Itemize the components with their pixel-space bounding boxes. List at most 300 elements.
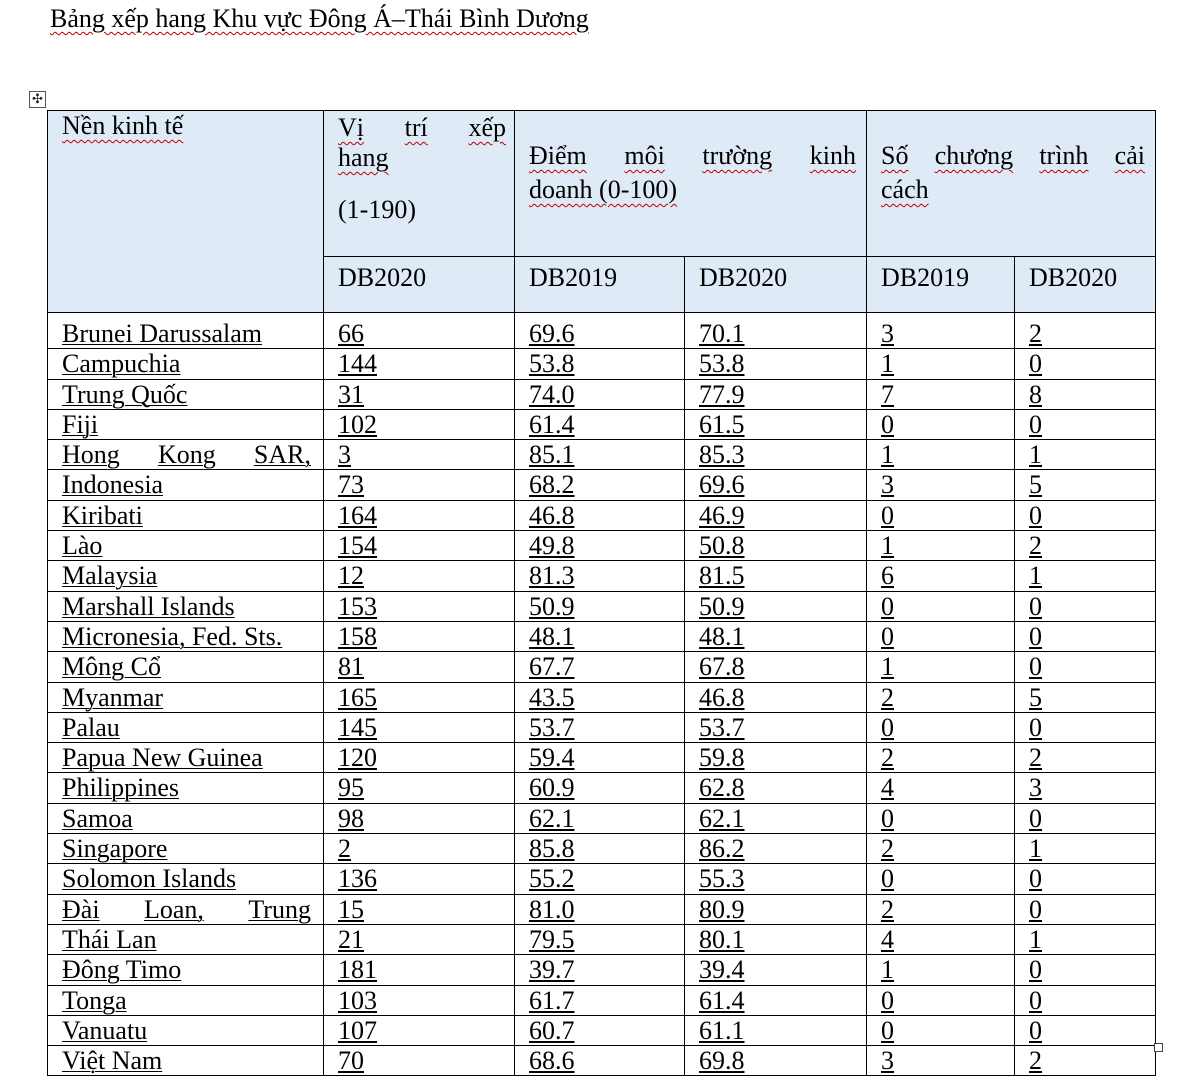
score-db2019-cell [515,379,685,409]
cell-value: 66 [338,319,364,348]
score-db2019-cell [515,591,685,621]
country-cell: Singapore [48,834,324,864]
cell-value: 53.8 [529,349,575,379]
cell-value: 120 [338,743,377,773]
cell-value: 2 [881,834,894,864]
reforms-db2020-cell [1015,379,1156,409]
cell-value: 3 [881,1046,894,1076]
reforms-db2020-cell [1015,803,1156,833]
reforms-db2019-cell [867,803,1015,833]
table-row [48,894,1156,924]
reforms-db2020-cell [1015,985,1156,1015]
score-db2019-cell [515,313,685,349]
table-resize-handle[interactable] [1154,1043,1163,1052]
cell-value: 2 [881,682,894,712]
country-cell: Mông Cổ [48,652,324,682]
cell-value: 164 [338,500,377,530]
reforms-db2019-cell [867,500,1015,530]
reforms-db2019-cell [867,1015,1015,1045]
reforms-db2019-cell [867,379,1015,409]
score-db2020-cell [685,985,867,1015]
cell-value: 1 [1029,561,1042,591]
reforms-db2019-cell [867,985,1015,1015]
cell-value: 0 [1029,803,1042,833]
cell-value: 7 [881,379,894,409]
cell-value: 158 [338,621,377,651]
score-db2020-cell [685,803,867,833]
rank-cell [324,621,515,651]
cell-value: 3 [1029,773,1042,803]
cell-value: 0 [1029,985,1042,1015]
cell-value: 181 [338,955,377,985]
cell-value: 55.3 [699,864,745,894]
cell-value: 1 [1029,924,1042,954]
cell-value: 0 [1029,1015,1042,1045]
score-db2019-cell [515,864,685,894]
rank-cell [324,470,515,500]
cell-value: 50.9 [699,591,745,621]
cell-value: 61.4 [529,409,575,439]
reforms-db2019-cell [867,531,1015,561]
score-db2020-cell [685,652,867,682]
table-row [48,561,1156,591]
country-name-justified [62,895,323,924]
cell-value: 74.0 [529,379,575,409]
score-db2020-cell [685,621,867,651]
cell-value: 80.1 [699,924,745,954]
table-body [48,313,1156,1076]
cell-value: 102 [338,409,377,439]
cell-value: 46.8 [529,500,575,530]
cell-value: 12 [338,561,364,591]
cell-value: 5 [1029,470,1042,500]
rank-cell [324,864,515,894]
country-cell: Kiribati [48,500,324,530]
table-row [48,1046,1156,1076]
reforms-db2020-cell [1015,440,1156,470]
cell-value: 5 [1029,682,1042,712]
cell-value: 0 [1029,712,1042,742]
cell-value: 0 [1029,955,1042,985]
table-row [48,409,1156,439]
cell-value: 48.1 [699,621,745,651]
score-db2020-cell [685,773,867,803]
country-cell: Samoa [48,803,324,833]
table-row [48,803,1156,833]
cell-value: 81.0 [529,894,575,924]
score-db2020-cell [685,1015,867,1045]
country-cell: Lào [48,531,324,561]
reforms-db2019-cell [867,834,1015,864]
cell-value: 86.2 [699,834,745,864]
score-db2019-cell [515,409,685,439]
cell-value: 0 [1029,500,1042,530]
reforms-db2019-cell [867,773,1015,803]
reforms-db2020-cell [1015,313,1156,349]
cell-value: 80.9 [699,894,745,924]
header-score-db2019: DB2019 [515,257,685,313]
cell-value: 154 [338,531,377,561]
cell-value: 70.1 [699,319,745,348]
score-db2019-cell [515,682,685,712]
score-db2020-cell [685,834,867,864]
rank-cell [324,531,515,561]
reforms-db2019-cell [867,924,1015,954]
reforms-db2020-cell [1015,652,1156,682]
cell-value: 1 [1029,834,1042,864]
table-row [48,712,1156,742]
country-cell: Tonga [48,985,324,1015]
reforms-db2019-cell [867,652,1015,682]
cell-value: 0 [1029,652,1042,682]
cell-value: 60.7 [529,1015,575,1045]
rank-cell [324,500,515,530]
cell-value: 0 [1029,864,1042,894]
cell-value: 95 [338,773,364,803]
cell-value: 85.3 [699,440,745,470]
score-db2020-cell [685,349,867,379]
reforms-db2020-cell [1015,743,1156,773]
reforms-db2019-cell [867,894,1015,924]
score-db2019-cell [515,531,685,561]
header-reforms: Số chương trình cải cách [867,111,1156,257]
reforms-db2019-cell [867,409,1015,439]
reforms-db2019-cell [867,743,1015,773]
cell-value: 107 [338,1015,377,1045]
score-db2019-cell [515,834,685,864]
rank-cell [324,349,515,379]
ranking-table [47,110,1156,1076]
cell-value: 55.2 [529,864,575,894]
score-db2020-cell [685,1046,867,1076]
score-db2020-cell [685,864,867,894]
rank-cell [324,313,515,349]
header-rank: Vị trí xếp hang (1-190) [324,111,515,257]
cell-value: 68.6 [529,1046,575,1076]
score-db2019-cell [515,652,685,682]
cell-value: 81.5 [699,561,745,591]
rank-cell [324,591,515,621]
reforms-db2020-cell [1015,531,1156,561]
cell-value: 0 [881,591,894,621]
cell-value: 68.2 [529,470,575,500]
reforms-db2019-cell [867,313,1015,349]
cell-value: 1 [881,652,894,682]
cell-value: 48.1 [529,621,575,651]
country-cell [48,894,324,924]
cell-value: 2 [881,894,894,924]
header-rank-db2020: DB2020 [324,257,515,313]
cell-value: 1 [1029,440,1042,470]
cell-value: 3 [881,470,894,500]
country-name-word: Loan, [143,894,204,924]
reforms-db2019-cell [867,349,1015,379]
table-row [48,1015,1156,1045]
score-db2020-cell [685,712,867,742]
cell-value: 61.7 [529,985,575,1015]
score-db2019-cell [515,985,685,1015]
cell-value: 53.7 [529,712,575,742]
score-db2019-cell [515,894,685,924]
cell-value: 62.1 [699,803,745,833]
cell-value: 59.4 [529,743,575,773]
reforms-db2020-cell [1015,924,1156,954]
cell-value: 69.6 [529,319,575,348]
reforms-db2020-cell [1015,682,1156,712]
country-cell: Đông Timo [48,955,324,985]
score-db2020-cell [685,500,867,530]
cell-value: 85.8 [529,834,575,864]
rank-cell [324,561,515,591]
table-row [48,470,1156,500]
reforms-db2020-cell [1015,621,1156,651]
header-score-db2020: DB2020 [685,257,867,313]
table-row [48,924,1156,954]
score-db2020-cell [685,743,867,773]
country-cell: Campuchia [48,349,324,379]
reforms-db2020-cell [1015,561,1156,591]
score-db2019-cell [515,712,685,742]
reforms-db2020-cell [1015,1046,1156,1076]
cell-value: 73 [338,470,364,500]
cell-value: 81 [338,652,364,682]
header-reform-db2019: DB2019 [867,257,1015,313]
score-db2020-cell [685,591,867,621]
cell-value: 0 [1029,621,1042,651]
cell-value: 153 [338,591,377,621]
rank-cell [324,743,515,773]
cell-value: 61.4 [699,985,745,1015]
score-db2020-cell [685,531,867,561]
score-db2020-cell [685,924,867,954]
score-db2019-cell [515,924,685,954]
cell-value: 0 [881,409,894,439]
country-name-justified [62,440,323,469]
reforms-db2019-cell [867,440,1015,470]
cell-value: 59.8 [699,743,745,773]
country-cell: Myanmar [48,682,324,712]
cell-value: 1 [881,349,894,379]
reforms-db2020-cell [1015,409,1156,439]
table-row [48,349,1156,379]
cell-value: 61.1 [699,1015,745,1045]
cell-value: 21 [338,924,364,954]
cell-value: 165 [338,682,377,712]
cell-value: 0 [881,1015,894,1045]
cell-value: 0 [1029,591,1042,621]
reforms-db2019-cell [867,682,1015,712]
cell-value: 62.1 [529,803,575,833]
reforms-db2020-cell [1015,500,1156,530]
cell-value: 144 [338,349,377,379]
cell-value: 1 [881,955,894,985]
score-db2020-cell [685,470,867,500]
rank-cell [324,409,515,439]
score-db2019-cell [515,621,685,651]
cell-value: 0 [881,500,894,530]
score-db2020-cell [685,955,867,985]
cell-value: 0 [881,864,894,894]
rank-cell [324,924,515,954]
rank-cell [324,379,515,409]
table-row [48,652,1156,682]
rank-cell [324,712,515,742]
cell-value: 2 [1029,743,1042,773]
country-cell: Marshall Islands [48,591,324,621]
cell-value: 0 [1029,894,1042,924]
cell-value: 43.5 [529,682,575,712]
cell-value: 2 [881,743,894,773]
cell-value: 70 [338,1046,364,1076]
reforms-db2020-cell [1015,894,1156,924]
reforms-db2019-cell [867,1046,1015,1076]
score-db2019-cell [515,1046,685,1076]
cell-value: 2 [1029,531,1042,561]
cell-value: 2 [1029,319,1042,348]
score-db2020-cell [685,379,867,409]
cell-value: 136 [338,864,377,894]
country-name-word: Kong [157,440,216,470]
cell-value: 3 [338,440,351,470]
reforms-db2020-cell [1015,349,1156,379]
reforms-db2019-cell [867,712,1015,742]
country-name-word: Hong [62,440,120,470]
cell-value: 53.8 [699,349,745,379]
rank-cell [324,682,515,712]
table-row [48,955,1156,985]
cell-value: 50.8 [699,531,745,561]
country-cell: Malaysia [48,561,324,591]
rank-cell [324,985,515,1015]
country-cell: Fiji [48,409,324,439]
reforms-db2019-cell [867,621,1015,651]
score-db2019-cell [515,470,685,500]
cell-value: 1 [881,440,894,470]
table-row [48,743,1156,773]
cell-value: 31 [338,379,364,409]
country-cell: Palau [48,712,324,742]
reforms-db2019-cell [867,561,1015,591]
score-db2019-cell [515,561,685,591]
score-db2020-cell [685,561,867,591]
rank-cell [324,773,515,803]
country-cell: Papua New Guinea [48,743,324,773]
cell-value: 60.9 [529,773,575,803]
reforms-db2020-cell [1015,470,1156,500]
country-name-word: Đài [62,894,100,924]
cell-value: 81.3 [529,561,575,591]
cell-value: 98 [338,803,364,833]
country-name-word: Trung [248,894,311,924]
score-db2020-cell [685,894,867,924]
cell-value: 145 [338,712,377,742]
country-name-word: SAR, [253,440,311,470]
reforms-db2020-cell [1015,834,1156,864]
table-row [48,500,1156,530]
cell-value: 0 [881,803,894,833]
rank-cell [324,894,515,924]
score-db2019-cell [515,955,685,985]
header-economy: Nền kinh tế [48,111,324,313]
reforms-db2020-cell [1015,773,1156,803]
reforms-db2019-cell [867,470,1015,500]
reforms-db2019-cell [867,591,1015,621]
cell-value: 39.7 [529,955,575,985]
table-row [48,379,1156,409]
country-cell: Micronesia, Fed. Sts. [48,621,324,651]
score-db2019-cell [515,743,685,773]
table-row [48,621,1156,651]
cell-value: 3 [881,319,894,348]
country-cell: Solomon Islands [48,864,324,894]
cell-value: 15 [338,894,364,924]
table-move-handle-icon[interactable]: ✣ [29,91,46,108]
score-db2020-cell [685,409,867,439]
cell-value: 0 [881,985,894,1015]
score-db2019-cell [515,440,685,470]
reforms-db2020-cell [1015,955,1156,985]
cell-value: 2 [1029,1046,1042,1076]
cell-value: 49.8 [529,531,575,561]
country-cell: Vanuatu [48,1015,324,1045]
cell-value: 69.6 [699,470,745,500]
cell-value: 69.8 [699,1046,745,1076]
cell-value: 6 [881,561,894,591]
cell-value: 4 [881,924,894,954]
score-db2019-cell [515,1015,685,1045]
cell-value: 79.5 [529,924,575,954]
cell-value: 39.4 [699,955,745,985]
cell-value: 0 [1029,349,1042,379]
cell-value: 50.9 [529,591,575,621]
score-db2020-cell [685,440,867,470]
table-row [48,313,1156,349]
score-db2019-cell [515,773,685,803]
rank-cell [324,834,515,864]
cell-value: 61.5 [699,409,745,439]
rank-cell [324,955,515,985]
country-cell [48,440,324,470]
header-business-score: Điểm môi trường kinh doanh (0-100) [515,111,867,257]
cell-value: 4 [881,773,894,803]
score-db2020-cell [685,682,867,712]
page-title: Bảng xếp hang Khu vực Đông Á–Thái Bình Dương [50,4,589,33]
table-row [48,591,1156,621]
reforms-db2020-cell [1015,591,1156,621]
table-row [48,440,1156,470]
cell-value: 0 [1029,409,1042,439]
cell-value: 8 [1029,379,1042,409]
score-db2020-cell [685,313,867,349]
rank-cell [324,803,515,833]
rank-cell [324,652,515,682]
reforms-db2019-cell [867,864,1015,894]
score-db2019-cell [515,803,685,833]
header-reform-db2020: DB2020 [1015,257,1156,313]
reforms-db2019-cell [867,955,1015,985]
cell-value: 53.7 [699,712,745,742]
country-cell: Indonesia [48,470,324,500]
cell-value: 85.1 [529,440,575,470]
cell-value: 46.9 [699,500,745,530]
cell-value: 2 [338,834,351,864]
country-cell: Brunei Darussalam [48,313,324,349]
table-row [48,864,1156,894]
reforms-db2020-cell [1015,1015,1156,1045]
cell-value: 1 [881,531,894,561]
table-row [48,682,1156,712]
cell-value: 0 [881,621,894,651]
